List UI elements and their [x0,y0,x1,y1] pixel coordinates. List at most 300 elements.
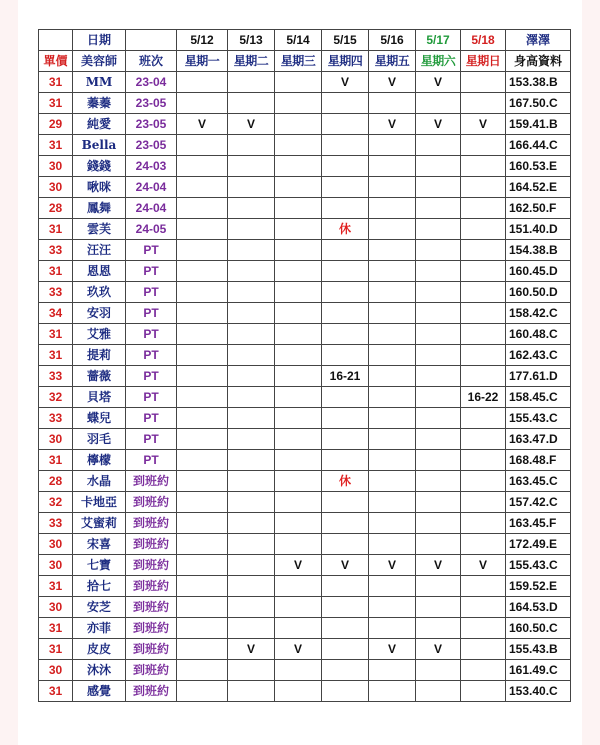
day-cell [416,93,461,114]
table-row [39,681,571,702]
day-cell [369,240,416,261]
stylist-name: 純愛 [73,114,126,135]
day-cell [322,576,369,597]
stylist-name: 貝塔 [73,387,126,408]
stylist-name: 安芝 [73,597,126,618]
day-cell [275,492,322,513]
day-cell [177,492,228,513]
day-cell [461,219,506,240]
day-cell [416,618,461,639]
price-cell: 30 [39,429,73,450]
weekday-mon: 星期一 [177,51,228,72]
date-5-15: 5/15 [322,30,369,51]
price-cell: 29 [39,114,73,135]
day-cell [177,324,228,345]
day-cell [369,597,416,618]
day-cell [228,135,275,156]
stylist-name: 檸檬 [73,450,126,471]
day-cell [461,303,506,324]
day-cell [228,618,275,639]
table-row [39,366,571,387]
day-cell [228,261,275,282]
day-cell: V [461,555,506,576]
day-cell [416,534,461,555]
shift-cell: 到班約 [126,660,177,681]
shift-cell: 到班約 [126,639,177,660]
table-row [39,660,571,681]
profile-cell: 160.50.C [506,618,571,639]
day-cell [275,618,322,639]
day-cell [228,345,275,366]
shift-cell: PT [126,366,177,387]
day-cell [461,639,506,660]
day-cell [275,261,322,282]
day-cell [177,240,228,261]
day-cell [228,660,275,681]
weekday-fri: 星期五 [369,51,416,72]
day-cell [369,660,416,681]
price-cell: 31 [39,135,73,156]
day-cell [369,450,416,471]
day-cell: V [369,114,416,135]
day-cell [461,597,506,618]
price-cell: 33 [39,366,73,387]
profile-header: 身高資料 [506,51,571,72]
day-cell [228,303,275,324]
day-cell: V [275,555,322,576]
day-cell [228,177,275,198]
shift-cell: 24-05 [126,219,177,240]
day-cell [322,408,369,429]
day-cell [228,576,275,597]
day-cell [369,429,416,450]
profile-cell: 153.38.B [506,72,571,93]
date-5-12: 5/12 [177,30,228,51]
day-cell [322,324,369,345]
day-cell [228,240,275,261]
stylist-name: 蓁蓁 [73,93,126,114]
day-cell [322,387,369,408]
day-cell [369,219,416,240]
day-cell: 16-21 [322,366,369,387]
day-cell [275,324,322,345]
day-cell [416,345,461,366]
day-cell [177,534,228,555]
day-cell [228,513,275,534]
profile-cell: 155.43.C [506,555,571,576]
day-cell [416,156,461,177]
day-cell [416,576,461,597]
profile-cell: 160.45.D [506,261,571,282]
day-cell [461,492,506,513]
table-row [39,534,571,555]
day-cell [369,387,416,408]
table-row [39,114,571,135]
stylist-name: 羽毛 [73,429,126,450]
profile-cell: 160.53.E [506,156,571,177]
day-cell [275,597,322,618]
brand-label: 澤澤 [506,30,571,51]
price-cell: 33 [39,240,73,261]
day-cell [369,282,416,303]
price-cell: 31 [39,450,73,471]
day-cell [369,681,416,702]
stylist-name: 安羽 [73,303,126,324]
day-cell [461,618,506,639]
day-cell [461,534,506,555]
table-row [39,93,571,114]
shift-cell: 到班約 [126,492,177,513]
day-cell [275,366,322,387]
day-cell [275,660,322,681]
shift-cell: PT [126,387,177,408]
profile-cell: 151.40.D [506,219,571,240]
price-cell: 31 [39,93,73,114]
shift-cell: PT [126,282,177,303]
weekday-thu: 星期四 [322,51,369,72]
day-cell [275,429,322,450]
profile-cell: 162.43.C [506,345,571,366]
day-cell [322,261,369,282]
shift-cell: 23-04 [126,72,177,93]
table-row [39,261,571,282]
day-cell [228,450,275,471]
blank-cell [126,30,177,51]
day-cell [177,198,228,219]
day-cell [177,345,228,366]
day-cell [228,324,275,345]
weekday-header-row [39,51,571,72]
day-cell [177,135,228,156]
day-cell [369,534,416,555]
shift-cell: 23-05 [126,93,177,114]
day-cell [416,303,461,324]
profile-cell: 159.41.B [506,114,571,135]
stylist-name: 錢錢 [73,156,126,177]
day-cell [461,576,506,597]
day-cell [369,408,416,429]
stylist-name: 艾蜜莉 [73,513,126,534]
blank-cell [39,30,73,51]
day-cell [275,471,322,492]
shift-cell: PT [126,408,177,429]
profile-cell: 166.44.C [506,135,571,156]
profile-cell: 177.61.D [506,366,571,387]
day-cell [177,93,228,114]
day-cell: V [322,555,369,576]
day-cell [275,303,322,324]
day-cell [461,135,506,156]
day-cell [461,408,506,429]
shift-cell: 到班約 [126,471,177,492]
shift-cell: PT [126,345,177,366]
table-row [39,618,571,639]
day-cell [177,387,228,408]
day-cell [369,513,416,534]
day-cell [228,471,275,492]
day-cell [228,219,275,240]
stylist-name: 雲芙 [73,219,126,240]
day-cell [322,345,369,366]
day-cell [461,471,506,492]
shift-cell: PT [126,324,177,345]
day-cell [177,639,228,660]
day-cell [416,513,461,534]
price-cell: 33 [39,513,73,534]
weekday-sun: 星期日 [461,51,506,72]
day-cell: V [369,72,416,93]
day-cell: V [369,555,416,576]
day-cell [369,156,416,177]
day-cell [369,492,416,513]
stylist-name: 宋喜 [73,534,126,555]
day-cell [177,429,228,450]
day-cell [228,597,275,618]
table-row [39,450,571,471]
day-cell [322,618,369,639]
day-cell: V [369,639,416,660]
shift-cell: 到班約 [126,618,177,639]
day-cell [228,387,275,408]
day-cell [275,450,322,471]
price-cell: 31 [39,345,73,366]
price-cell: 31 [39,261,73,282]
price-cell: 31 [39,576,73,597]
table-row [39,72,571,93]
day-cell: 休 [322,219,369,240]
day-cell [369,135,416,156]
day-cell [416,219,461,240]
day-cell [461,366,506,387]
shift-cell: PT [126,450,177,471]
day-cell [177,72,228,93]
day-cell [461,450,506,471]
date-5-17: 5/17 [416,30,461,51]
day-cell [461,156,506,177]
shift-cell: 到班約 [126,513,177,534]
table-row [39,303,571,324]
table-row [39,513,571,534]
profile-cell: 164.53.D [506,597,571,618]
profile-cell: 154.38.B [506,240,571,261]
profile-cell: 163.47.D [506,429,571,450]
day-cell [322,240,369,261]
day-cell [369,471,416,492]
day-cell [275,135,322,156]
day-cell [275,282,322,303]
day-cell [369,177,416,198]
day-cell [228,429,275,450]
profile-cell: 161.49.C [506,660,571,681]
table-row [39,135,571,156]
day-cell [416,135,461,156]
stylist-name: 沐沐 [73,660,126,681]
profile-cell: 160.50.D [506,282,571,303]
stylist-name: 恩恩 [73,261,126,282]
profile-cell: 163.45.F [506,513,571,534]
day-cell [177,408,228,429]
shift-cell: 到班約 [126,576,177,597]
day-cell [275,156,322,177]
stylist-name: 亦菲 [73,618,126,639]
table-row [39,597,571,618]
price-cell: 34 [39,303,73,324]
profile-cell: 153.40.C [506,681,571,702]
shift-cell: PT [126,261,177,282]
stylist-name: 玖玖 [73,282,126,303]
day-cell [275,681,322,702]
stylist-name: MM [73,72,126,93]
shift-cell: 23-05 [126,135,177,156]
day-cell [177,576,228,597]
price-cell: 31 [39,72,73,93]
price-cell: 30 [39,660,73,681]
profile-cell: 164.52.E [506,177,571,198]
day-cell [322,93,369,114]
day-cell [322,681,369,702]
date-5-16: 5/16 [369,30,416,51]
day-cell [322,450,369,471]
profile-cell: 158.45.C [506,387,571,408]
price-cell: 31 [39,681,73,702]
day-cell [416,681,461,702]
day-cell [177,681,228,702]
day-cell [275,219,322,240]
schedule-sheet [18,0,582,745]
day-cell [228,555,275,576]
day-cell [228,72,275,93]
day-cell [177,177,228,198]
stylist-name: 七寶 [73,555,126,576]
shift-cell: 24-04 [126,177,177,198]
day-cell [228,198,275,219]
day-cell [416,387,461,408]
profile-cell: 163.45.C [506,471,571,492]
day-cell [275,387,322,408]
profile-cell: 168.48.F [506,450,571,471]
day-cell [228,408,275,429]
day-cell [275,240,322,261]
price-header: 單價 [39,51,73,72]
day-cell [275,114,322,135]
day-cell [322,198,369,219]
day-cell [369,366,416,387]
day-cell [275,576,322,597]
day-cell [322,492,369,513]
stylist-name: 拾七 [73,576,126,597]
table-row [39,282,571,303]
shift-cell: PT [126,240,177,261]
day-cell [177,366,228,387]
price-cell: 31 [39,618,73,639]
day-cell [322,534,369,555]
table-row [39,198,571,219]
date-5-13: 5/13 [228,30,275,51]
day-cell [275,72,322,93]
day-cell [322,639,369,660]
day-cell: V [416,114,461,135]
day-cell [228,681,275,702]
day-cell [369,324,416,345]
day-cell: V [228,639,275,660]
table-row [39,471,571,492]
stylist-name: 啾咪 [73,177,126,198]
profile-cell: 159.52.E [506,576,571,597]
day-cell [177,282,228,303]
day-cell [461,93,506,114]
table-row [39,219,571,240]
price-cell: 31 [39,219,73,240]
stylist-name: 卡地亞 [73,492,126,513]
day-cell [322,114,369,135]
day-cell [461,513,506,534]
day-cell [275,408,322,429]
day-cell [416,471,461,492]
day-cell [322,513,369,534]
day-cell [322,177,369,198]
price-cell: 30 [39,534,73,555]
day-cell [416,492,461,513]
table-row [39,156,571,177]
day-cell [177,261,228,282]
stylist-name: 水晶 [73,471,126,492]
day-cell [228,492,275,513]
day-cell [322,660,369,681]
day-cell [322,303,369,324]
price-cell: 33 [39,408,73,429]
table-row [39,576,571,597]
stylist-name: 艾雅 [73,324,126,345]
stylist-header: 美容師 [73,51,126,72]
day-cell [177,471,228,492]
day-cell [369,618,416,639]
price-cell: 28 [39,471,73,492]
day-cell [461,324,506,345]
shift-cell: 24-04 [126,198,177,219]
table-row [39,429,571,450]
weekday-sat: 星期六 [416,51,461,72]
day-cell [416,660,461,681]
day-cell [416,597,461,618]
day-cell [416,408,461,429]
shift-cell: 到班約 [126,534,177,555]
shift-cell: PT [126,303,177,324]
day-cell [369,198,416,219]
day-cell [416,261,461,282]
stylist-name: 汪汪 [73,240,126,261]
date-5-14: 5/14 [275,30,322,51]
day-cell [416,198,461,219]
day-cell [461,429,506,450]
day-cell [275,177,322,198]
day-cell [416,429,461,450]
weekday-wed: 星期三 [275,51,322,72]
shift-cell: 到班約 [126,597,177,618]
day-cell [228,282,275,303]
weekday-tue: 星期二 [228,51,275,72]
day-cell [369,261,416,282]
day-cell [228,156,275,177]
day-cell [322,156,369,177]
day-cell [369,576,416,597]
profile-cell: 160.48.C [506,324,571,345]
profile-cell: 155.43.C [506,408,571,429]
price-cell: 30 [39,555,73,576]
day-cell [416,282,461,303]
day-cell [177,303,228,324]
table-row [39,345,571,366]
table-row [39,387,571,408]
